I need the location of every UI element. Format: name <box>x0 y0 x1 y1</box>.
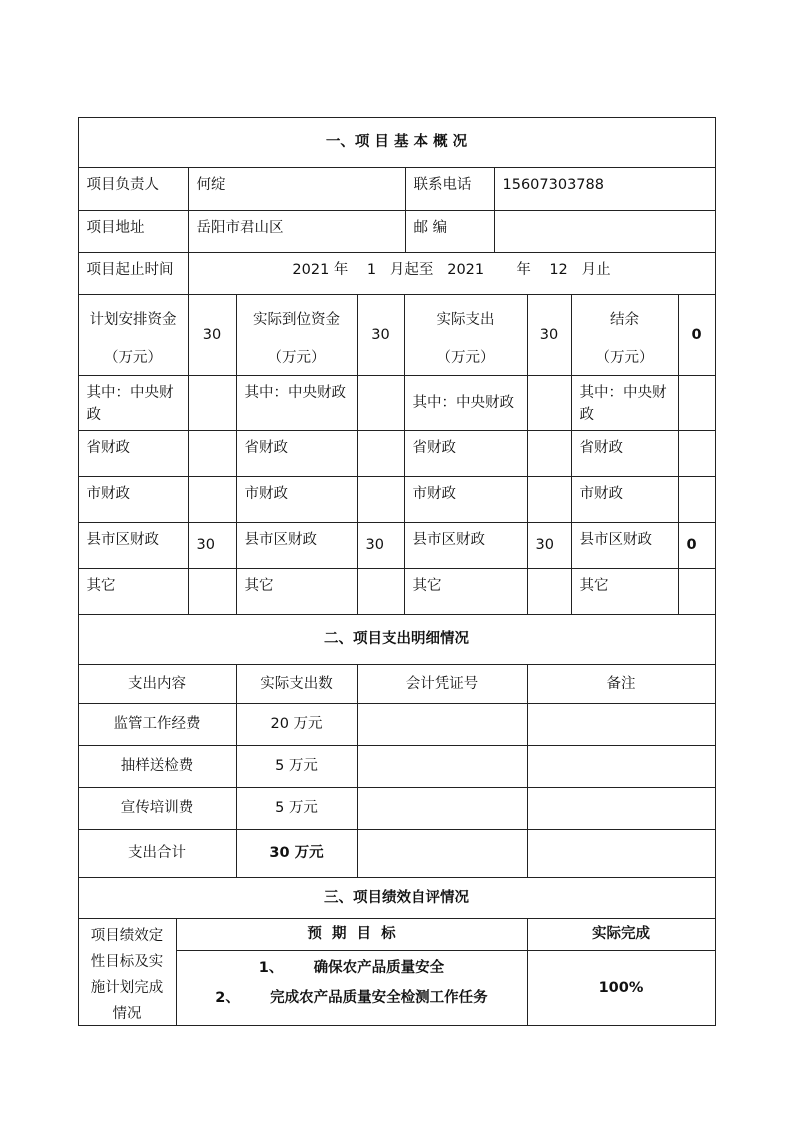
source-label <box>78 430 189 477</box>
cell-text: 三、项目绩效自评情况 <box>324 889 469 906</box>
cell-text: 30 <box>202 326 222 343</box>
table-cell <box>357 745 528 788</box>
source-label <box>236 375 358 431</box>
source-value <box>678 430 716 477</box>
source-label <box>571 476 679 523</box>
table-cell <box>236 829 358 878</box>
cell-text: 县市区财政 <box>412 531 485 548</box>
source-label <box>404 430 528 477</box>
source-label <box>78 522 189 569</box>
cell-text: 省财政 <box>579 439 623 456</box>
cell-text: 会计凭证号 <box>405 675 479 692</box>
cell-text: 备注 <box>606 675 636 692</box>
cell-text: 30 <box>535 537 554 553</box>
cell-text: 监管工作经费 <box>113 716 201 732</box>
cell-text: 省财政 <box>412 439 456 456</box>
cell-text: 30 万元 <box>269 845 324 861</box>
section1-title <box>78 117 716 168</box>
cell-text: 项目起止时间 <box>86 261 174 278</box>
zip-label <box>405 210 495 253</box>
cell-text: 市财政 <box>412 485 456 502</box>
cell-text: 实际支出数 <box>260 675 333 692</box>
period-label <box>78 252 189 295</box>
source-label <box>78 476 189 523</box>
source-value <box>188 568 237 615</box>
fund-label: 计划安排资金 <box>89 311 177 328</box>
table-cell <box>78 829 237 878</box>
cell-text: 30 <box>539 326 559 343</box>
cell-text: 100% <box>598 979 644 996</box>
address-label <box>78 210 189 253</box>
cell-text: 20 万元 <box>270 716 323 732</box>
phone-value <box>494 167 716 211</box>
goals-cell <box>176 950 528 1026</box>
cell-text: 项目绩效定性目标及实施计划完成情况 <box>90 927 164 1022</box>
goal-item: 1、 确保农产品质量安全 <box>258 959 445 976</box>
fund-unit: （万元） <box>267 349 326 366</box>
expected-header <box>176 918 528 951</box>
source-label <box>571 568 679 615</box>
zip-value <box>494 210 716 253</box>
goal-item: 2、 完成农产品质量安全检测工作任务 <box>215 989 488 1006</box>
cell-text: 县市区财政 <box>579 531 652 548</box>
leader-label <box>78 167 189 211</box>
cell-text: 支出内容 <box>128 675 186 692</box>
cell-text: 其它 <box>412 577 442 594</box>
table-cell <box>357 787 528 830</box>
cell-text: 支出合计 <box>128 845 186 861</box>
source-value <box>357 375 405 431</box>
cell-text: 其中：中央财政 <box>412 394 514 411</box>
cell-text: 省财政 <box>244 439 288 456</box>
table-cell <box>357 703 528 746</box>
cell-text: 2021 年 1 月起至 2021 年 12 月止 <box>292 261 611 278</box>
cell-text: 其它 <box>579 577 609 594</box>
fund-label-cell <box>571 294 679 376</box>
cell-text: 0 <box>691 326 702 343</box>
phone-label <box>405 167 495 211</box>
section2-title <box>78 614 716 665</box>
cell-text: 其它 <box>86 577 116 594</box>
source-label <box>236 568 358 615</box>
source-value <box>188 522 237 569</box>
address-value <box>188 210 406 253</box>
cell-text: 30 <box>365 537 384 553</box>
table-cell <box>236 703 358 746</box>
source-label <box>236 476 358 523</box>
actual-header <box>527 918 716 951</box>
cell-text: 邮 编 <box>413 219 448 236</box>
cell-text: 抽样送检费 <box>120 758 194 774</box>
column-header <box>527 664 716 704</box>
table-cell <box>357 829 528 878</box>
cell-text: 15607303788 <box>502 176 604 193</box>
fund-label: 结余 <box>610 311 639 328</box>
source-value <box>678 375 716 431</box>
table-cell <box>236 745 358 788</box>
cell-text: 宣传培训费 <box>120 800 194 816</box>
source-label <box>404 476 528 523</box>
source-label <box>78 568 189 615</box>
section3-title <box>78 877 716 919</box>
source-value <box>188 476 237 523</box>
source-label <box>404 568 528 615</box>
source-label <box>404 375 528 431</box>
fund-value <box>357 294 405 376</box>
cell-text: 县市区财政 <box>244 531 317 548</box>
column-header <box>78 664 237 704</box>
table-cell <box>527 829 716 878</box>
source-label <box>571 375 679 431</box>
fund-label-cell <box>404 294 528 376</box>
cell-text: 5 万元 <box>275 800 318 816</box>
column-header <box>357 664 528 704</box>
fund-value <box>678 294 716 376</box>
source-label <box>236 430 358 477</box>
source-label <box>78 375 189 431</box>
table-cell <box>527 745 716 788</box>
cell-text: 何绽 <box>196 176 226 193</box>
table-cell <box>236 787 358 830</box>
cell-text: 联系电话 <box>413 176 472 193</box>
actual-value <box>527 950 716 1026</box>
source-label <box>571 430 679 477</box>
source-value <box>357 568 405 615</box>
source-value <box>527 375 572 431</box>
performance-label <box>78 918 177 1026</box>
cell-text: 项目负责人 <box>86 176 159 193</box>
fund-label: 实际支出 <box>436 311 495 328</box>
fund-label: 实际到位资金 <box>253 311 340 328</box>
source-label <box>236 522 358 569</box>
fund-label-cell <box>236 294 358 376</box>
source-value <box>527 430 572 477</box>
cell-text: 其它 <box>244 577 274 594</box>
cell-text: 0 <box>686 537 697 553</box>
source-value <box>357 522 405 569</box>
table-cell <box>78 745 237 788</box>
period-value <box>188 252 716 295</box>
fund-value <box>527 294 572 376</box>
cell-text: 实际完成 <box>592 926 650 942</box>
source-value <box>678 476 716 523</box>
fund-label-cell <box>78 294 189 376</box>
cell-text: 市财政 <box>579 485 623 502</box>
source-value <box>527 476 572 523</box>
fund-unit: （万元） <box>595 349 654 366</box>
fund-value <box>188 294 237 376</box>
cell-text: 30 <box>371 326 390 343</box>
source-label <box>404 522 528 569</box>
fund-unit: （万元） <box>436 349 495 366</box>
source-value <box>678 522 716 569</box>
cell-text: 5 万元 <box>275 758 318 774</box>
cell-text: 市财政 <box>86 485 130 502</box>
cell-text: 30 <box>196 537 215 553</box>
table-cell <box>78 787 237 830</box>
column-header <box>236 664 358 704</box>
cell-text: 其中：中央财政 <box>244 384 346 401</box>
cell-text: 项目地址 <box>86 219 145 236</box>
table-cell <box>527 703 716 746</box>
source-value <box>527 522 572 569</box>
cell-text: 省财政 <box>86 439 130 456</box>
source-value <box>357 476 405 523</box>
leader-value <box>188 167 406 211</box>
cell-text: 岳阳市君山区 <box>196 219 284 236</box>
table-cell <box>527 787 716 830</box>
source-value <box>527 568 572 615</box>
cell-text: 市财政 <box>244 485 288 502</box>
fund-unit: （万元） <box>104 349 162 366</box>
source-value <box>678 568 716 615</box>
cell-text: 其中：中央财政 <box>579 384 667 423</box>
cell-text: 一、项 目 基 本 概 况 <box>325 134 468 150</box>
source-value <box>188 375 237 431</box>
source-label <box>571 522 679 569</box>
cell-text: 二、项目支出明细情况 <box>324 631 469 647</box>
source-value <box>357 430 405 477</box>
source-value <box>188 430 237 477</box>
cell-text: 县市区财政 <box>86 531 159 548</box>
cell-text: 其中：中央财政 <box>86 384 174 423</box>
table-cell <box>78 703 237 746</box>
cell-text: 预 期 目 标 <box>307 926 396 942</box>
